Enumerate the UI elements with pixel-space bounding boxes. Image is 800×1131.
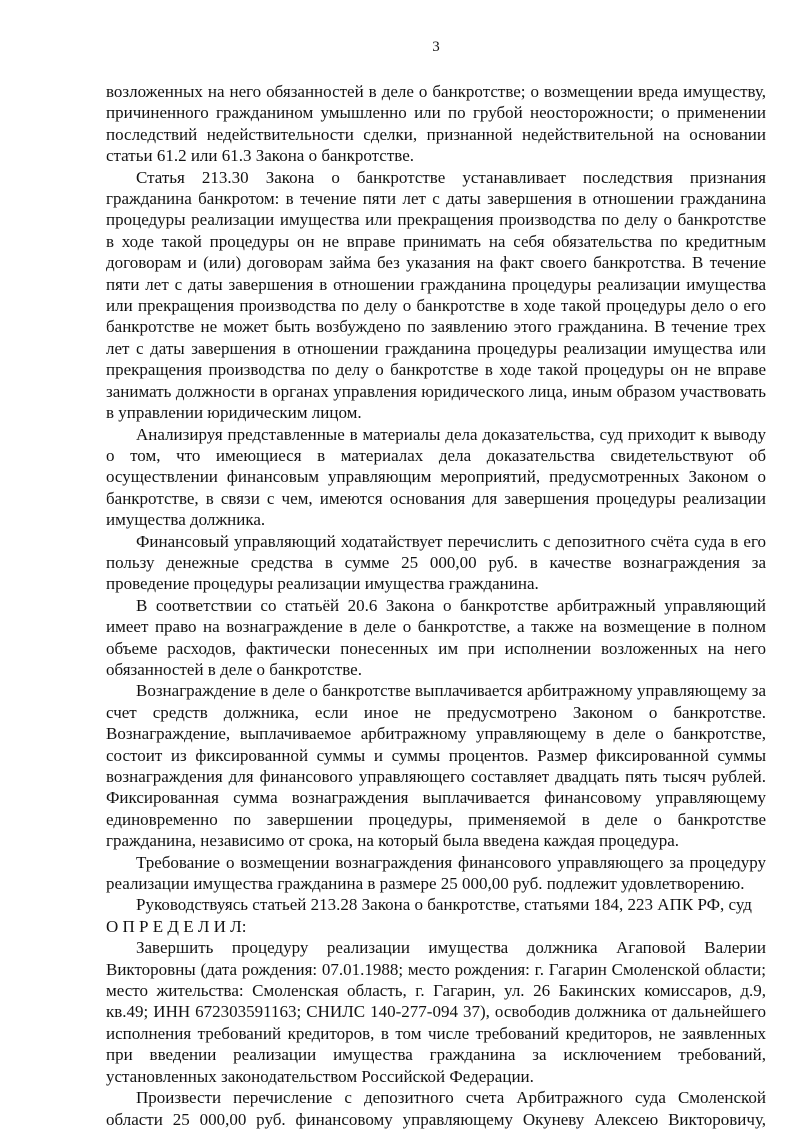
body-paragraph-article-213-30: Статья 213.30 Закона о банкротстве устанавливает последствия признания гражданина банкротом: в течение пяти лет с даты завершения в отношении гражданина процедуры реализации имущества или прекращения производства по делу о банкротстве в ходе такой процедуры он не вправе принимать на себя обязательства по кредитным договорам и (или) договорам займа без указания на факт своего банкротства. В течение пяти лет с даты завершения в отношении гражданина процедуры реализации имущества или прекращения производства по делу о банкротстве в ходе такой процедуры дело о его банкротстве не может быть возбуждено по заявлению этого гражданина. В течение трех лет с даты завершения в отношении гражданина процедуры реализации имущества или прекращения производства по делу о банкротстве в ходе такой процедуры он не вправе занимать должности в органах управления юридического лица, иным образом участвовать в управлении юридическим лицом. [106,167,766,423]
body-paragraph-guided-by: Руководствуясь статьей 213.28 Закона о банкротстве, статьями 184, 223 АПК РФ, суд [136,895,752,915]
body-paragraph-remuneration-rules: Вознаграждение в деле о банкротстве выплачивается арбитражному управляющему за счет средств должника, если иное не предусмотрено Законом о банкротстве. Вознаграждение, выплачиваемое арбитражному управляющему в деле о банкротстве, состоит из фиксированной суммы и суммы процентов. Размер фиксированной суммы вознаграждения для финансового управляющего составляет двадцать пять тысяч рублей. Фиксированная сумма вознаграждения выплачивается финансовому управляющему единовременно по завершении процедуры, применяемой в деле о банкротстве гражданина, независимо от срока, на который была введена каждая процедура. [106,681,766,851]
body-paragraph-manager-request: Финансовый управляющий ходатайствует перечислить с депозитного счёта суда в его пользу денежные средства в сумме 25 000,00 руб. в качестве вознаграждения за проведение процедуры реализации имущества гражданина. [106,531,766,594]
ruling-heading: О П Р Е Д Е Л И Л: [106,916,247,936]
body-paragraph-complete-procedure: Завершить процедуру реализации имущества должника Агаповой Валерии Викторовны (дата рождения: 07.01.1988; место рождения: г. Гагарин Смоленской области; место жительства: Смоленская область, г. Гагарин, ул. 26 Бакинских комиссаров, д.9, кв.49; ИНН 672303591163; СНИЛС 140-277-094 37), освободив должника от дальнейшего исполнения требований кредиторов, в том числе требований кредиторов, не заявленных при введении реализации имущества гражданина за исключением требований, установленных законодательством Российской Федерации. [106,938,766,1086]
body-paragraph-continuation: возложенных на него обязанностей в деле о банкротстве; о возмещении вреда имуществу, причиненного гражданином умышленно или по грубой неосторожности; о применении последствий недействительности сделки, признанной недействительной на основании статьи 61.2 или 61.3 Закона о банкротстве. [106,82,766,166]
body-paragraph-claim-satisfied: Требование о возмещении вознаграждения финансового управляющего за процедуру реализации имущества гражданина в размере 25 000,00 руб. подлежит удовлетворению. [106,852,766,894]
page-content [106,0,766,1130]
body-paragraph-article-20-6: В соответствии со статьёй 20.6 Закона о банкротстве арбитражный управляющий имеет право на вознаграждение в деле о банкротстве, а также на возмещение в полном объеме расходов, фактически понесенных им при исполнении возложенных на него обязанностей в деле о банкротстве. [106,595,766,679]
page-number: 3 [432,39,440,55]
body-paragraph-transfer-funds: Произвести перечисление с депозитного счета Арбитражного суда Смоленской области 25 000,00 руб. финансовому управляющему Окуневу Алексею Викторовичу, [106,1088,766,1129]
ruling-text-body [106,81,766,1130]
body-paragraph-court-analysis: Анализируя представленные в материалы дела доказательства, суд приходит к выводу о том, что имеющиеся в материалах дела доказательства свидетельствуют об осуществлении финансовым управляющим мероприятий, предусмотренных Законом о банкротстве, в связи с чем, имеются основания для завершения процедуры реализации имущества должника. [106,424,766,530]
